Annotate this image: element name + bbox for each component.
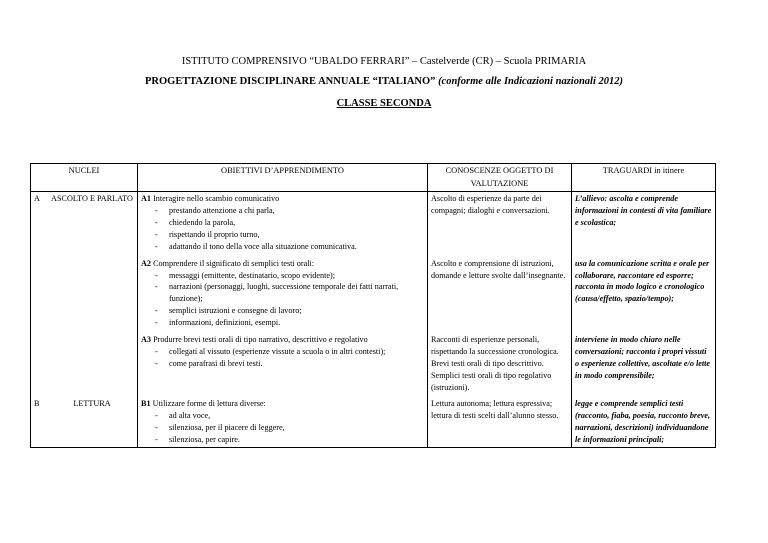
objective-cell: [138, 254, 428, 330]
curriculum-table: [30, 163, 716, 448]
nucleus-name: ASCOLTO E PARLATO: [51, 194, 133, 204]
table-row: [31, 394, 716, 447]
knowledge-cell: Ascolto di esperienze da parte dei compagni; dialoghi e conversazioni.: [428, 192, 572, 254]
column-header-objectives: OBIETTIVI D’APPRENDIMENTO: [138, 164, 428, 192]
table-row: [31, 192, 716, 254]
document-title-note: (conforme alle Indicazioni nazionali 2012): [438, 76, 623, 87]
list-item: - chiedendo la parola,: [141, 217, 424, 229]
objective-cell: [138, 330, 428, 394]
objective-code: A3: [141, 335, 152, 345]
list-item: - semplici istruzioni e consegne di lavoro;: [141, 305, 424, 317]
nucleus-name: LETTURA: [73, 399, 111, 409]
list-item: - prestando attenzione a chi parla,: [141, 205, 424, 217]
goals-cell: usa la comunicazione scritta e orale per collaborare, raccontare ed esporre; racconta in modo logico e cronologico (causa/effetto, spazio/tempo);: [572, 254, 716, 330]
column-header-knowledge: CONOSCENZE OGGETTO DI VALUTAZIONE: [428, 164, 572, 192]
objective-cell: [138, 394, 428, 447]
list-item: - narrazioni (personaggi, luoghi, successione temporale dei fatti narrati, funzione);: [141, 281, 424, 305]
nucleus-letter: B: [34, 399, 40, 409]
nucleus-letter: A: [34, 194, 40, 204]
list-item: - silenziosa, per il piacere di leggere,: [141, 422, 424, 434]
column-header-goals: TRAGUARDI in itinere: [572, 164, 716, 192]
objective-code: B1: [141, 399, 151, 409]
nucleus-cell: [31, 330, 138, 394]
objective-code: A2: [141, 258, 152, 268]
list-item: - rispettando il proprio turno,: [141, 229, 424, 241]
goals-cell: interviene in modo chiaro nelle conversazioni; racconta i propri vissuti o esperienze collettive, ascoltate e/o lette in modo comprensibile;: [572, 330, 716, 394]
list-item: - adattando il tono della voce alla situazione comunicativa.: [141, 241, 424, 253]
list-item: - silenziosa, per capire.: [141, 434, 424, 446]
table-row: [31, 330, 716, 394]
table-header-row: [31, 164, 716, 192]
objective-list: [141, 410, 424, 446]
nucleus-cell: [31, 254, 138, 330]
objective-cell: [138, 192, 428, 254]
list-item: - informazioni, definizioni, esempi.: [141, 317, 424, 329]
table-row: [31, 254, 716, 330]
goals-cell: L’allievo: ascolta e comprende informazioni in contesti di vita familiare e scolastica;: [572, 192, 716, 254]
objective-text: Interagire nello scambio comunicativo: [153, 194, 280, 204]
nucleus-cell: [31, 192, 138, 254]
list-item: - collegati al vissuto (esperienze vissute a scuola o in altri contesti);: [141, 346, 424, 358]
objective-text: Comprendere il significato di semplici testi orali:: [153, 258, 315, 268]
nucleus-cell: [31, 394, 138, 447]
column-header-nuclei: NUCLEI: [31, 164, 138, 192]
list-item: - messaggi (emittente, destinatario, scopo evidente);: [141, 270, 424, 282]
class-heading: CLASSE SECONDA: [336, 98, 432, 109]
objective-list: [141, 346, 424, 370]
document-title-main: PROGETTAZIONE DISCIPLINARE ANNUALE “ITALIANO”: [144, 76, 436, 87]
knowledge-cell: Ascolto e comprensione di istruzioni, domande e letture svolte dall’insegnante.: [428, 254, 572, 330]
list-item: - come parafrasi di brevi testi.: [141, 358, 424, 370]
objective-list: [141, 270, 424, 329]
objective-text: Produrre brevi testi orali di tipo narrativo, descrittivo e regolativo: [153, 335, 368, 345]
knowledge-cell: Racconti di esperienze personali, rispettando la successione cronologica. Brevi testi orali di tipo descrittivo. Semplici testi orali di tipo regolativo (istruzioni).: [428, 330, 572, 394]
objective-text: Utilizzare forme di lettura diverse:: [152, 399, 266, 409]
knowledge-cell: Lettura autonoma; lettura espressiva; lettura di testi scelti dall’alunno stesso.: [428, 394, 572, 447]
objective-list: [141, 205, 424, 253]
objective-code: A1: [141, 194, 152, 204]
list-item: - ad alta voce,: [141, 410, 424, 422]
goals-cell: legge e comprende semplici testi (racconto, fiaba, poesia, racconto breve, narrazioni, descrizioni) individuandone le informazioni principali;: [572, 394, 716, 447]
school-header: ISTITUTO COMPRENSIVO “UBALDO FERRARI” – Castelverde (CR) – Scuola PRIMARIA: [181, 56, 587, 67]
document-title: [0, 76, 768, 87]
